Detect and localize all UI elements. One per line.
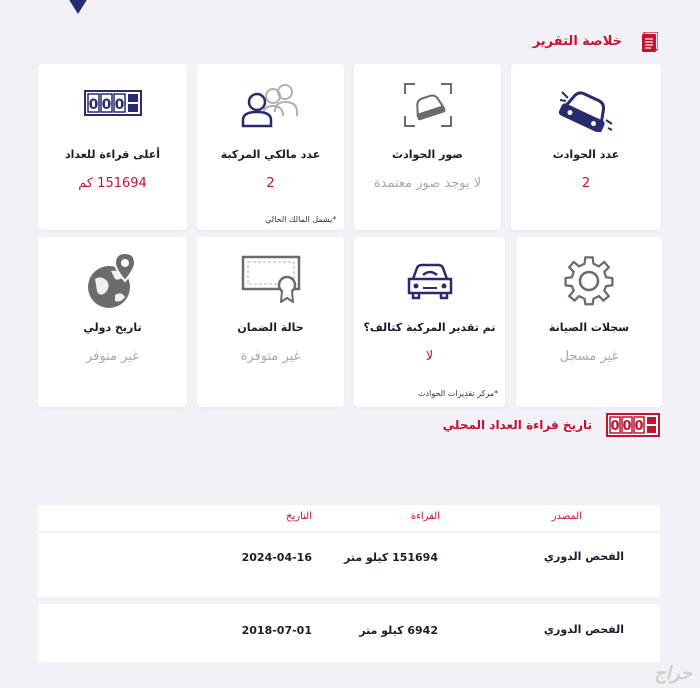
card-label: أعلى قراءة للعداد — [64, 148, 161, 161]
card-accidents — [511, 64, 661, 230]
odo-digit: 0 — [88, 97, 98, 113]
card-owners — [197, 64, 344, 230]
crashed-car-icon — [558, 86, 614, 132]
globe-pin-icon — [85, 251, 141, 311]
card-label: عدد الحوادث — [552, 148, 620, 161]
card-value: غير مسجل — [559, 349, 619, 364]
odometer-icon — [84, 90, 142, 116]
cell-reading: 6942 كيلو متر — [359, 624, 438, 637]
cell-reading: 151694 كيلو متر — [343, 551, 438, 564]
document-icon — [640, 32, 658, 54]
table-row — [38, 533, 660, 597]
card-note: *مركز تقديرات الحوادث — [418, 389, 499, 398]
owners-icon — [239, 82, 303, 130]
cell-date: 2024-04-16 — [241, 551, 312, 564]
card-maintenance — [516, 237, 662, 407]
certificate-icon — [241, 255, 301, 303]
card-label: عدد مالكي المركبة — [220, 148, 321, 161]
header-badge-shape — [48, 0, 108, 14]
car-front-icon — [405, 261, 455, 301]
card-value: لا — [425, 349, 434, 364]
column-header-date: التاريخ — [286, 511, 312, 522]
card-label: تاريخ دولي — [83, 321, 142, 334]
card-value: غير متوفرة — [240, 349, 301, 364]
column-header-reading: القراءة — [410, 511, 440, 522]
car-photo-icon — [403, 82, 453, 128]
card-odometer — [38, 64, 187, 230]
odo-digit: 0 — [634, 419, 644, 434]
table-row — [38, 604, 660, 662]
card-value: 2 — [581, 176, 591, 191]
card-note: *يشمل المالك الحالي — [265, 215, 337, 224]
card-warranty — [197, 237, 344, 407]
column-header-source: المصدر — [551, 511, 582, 522]
cell-source: الفحص الدوري — [543, 623, 624, 636]
summary-title: خلاصة التقرير — [532, 34, 622, 49]
card-value: 151694 كم — [78, 176, 147, 191]
table-header — [38, 505, 660, 531]
odo-digit: 0 — [622, 419, 632, 434]
gear-icon — [561, 253, 617, 309]
card-international — [38, 237, 187, 407]
cell-date: 2018-07-01 — [241, 624, 312, 637]
card-label: حالة الضمان — [237, 321, 304, 334]
watermark: حراج — [654, 663, 692, 684]
card-total-loss — [354, 237, 505, 407]
card-label: سجلات الصيانة — [548, 321, 630, 334]
card-value: لا يوجد صور معتمدة — [373, 176, 482, 191]
card-label: صور الحوادث — [392, 148, 463, 161]
odo-digit: 0 — [101, 97, 111, 113]
card-value: 2 — [266, 176, 275, 191]
card-label: تم تقدير المركبة كتالف؟ — [363, 321, 496, 334]
cell-source: الفحص الدوري — [543, 550, 624, 563]
card-value: غير متوفر — [85, 349, 139, 364]
odo-digit: 0 — [610, 419, 620, 434]
odo-digit: 0 — [114, 97, 124, 113]
card-accident-photos — [354, 64, 501, 230]
odometer-icon — [606, 413, 660, 437]
odometer-history-title: تاريخ قراءة العداد المحلي — [442, 418, 592, 432]
